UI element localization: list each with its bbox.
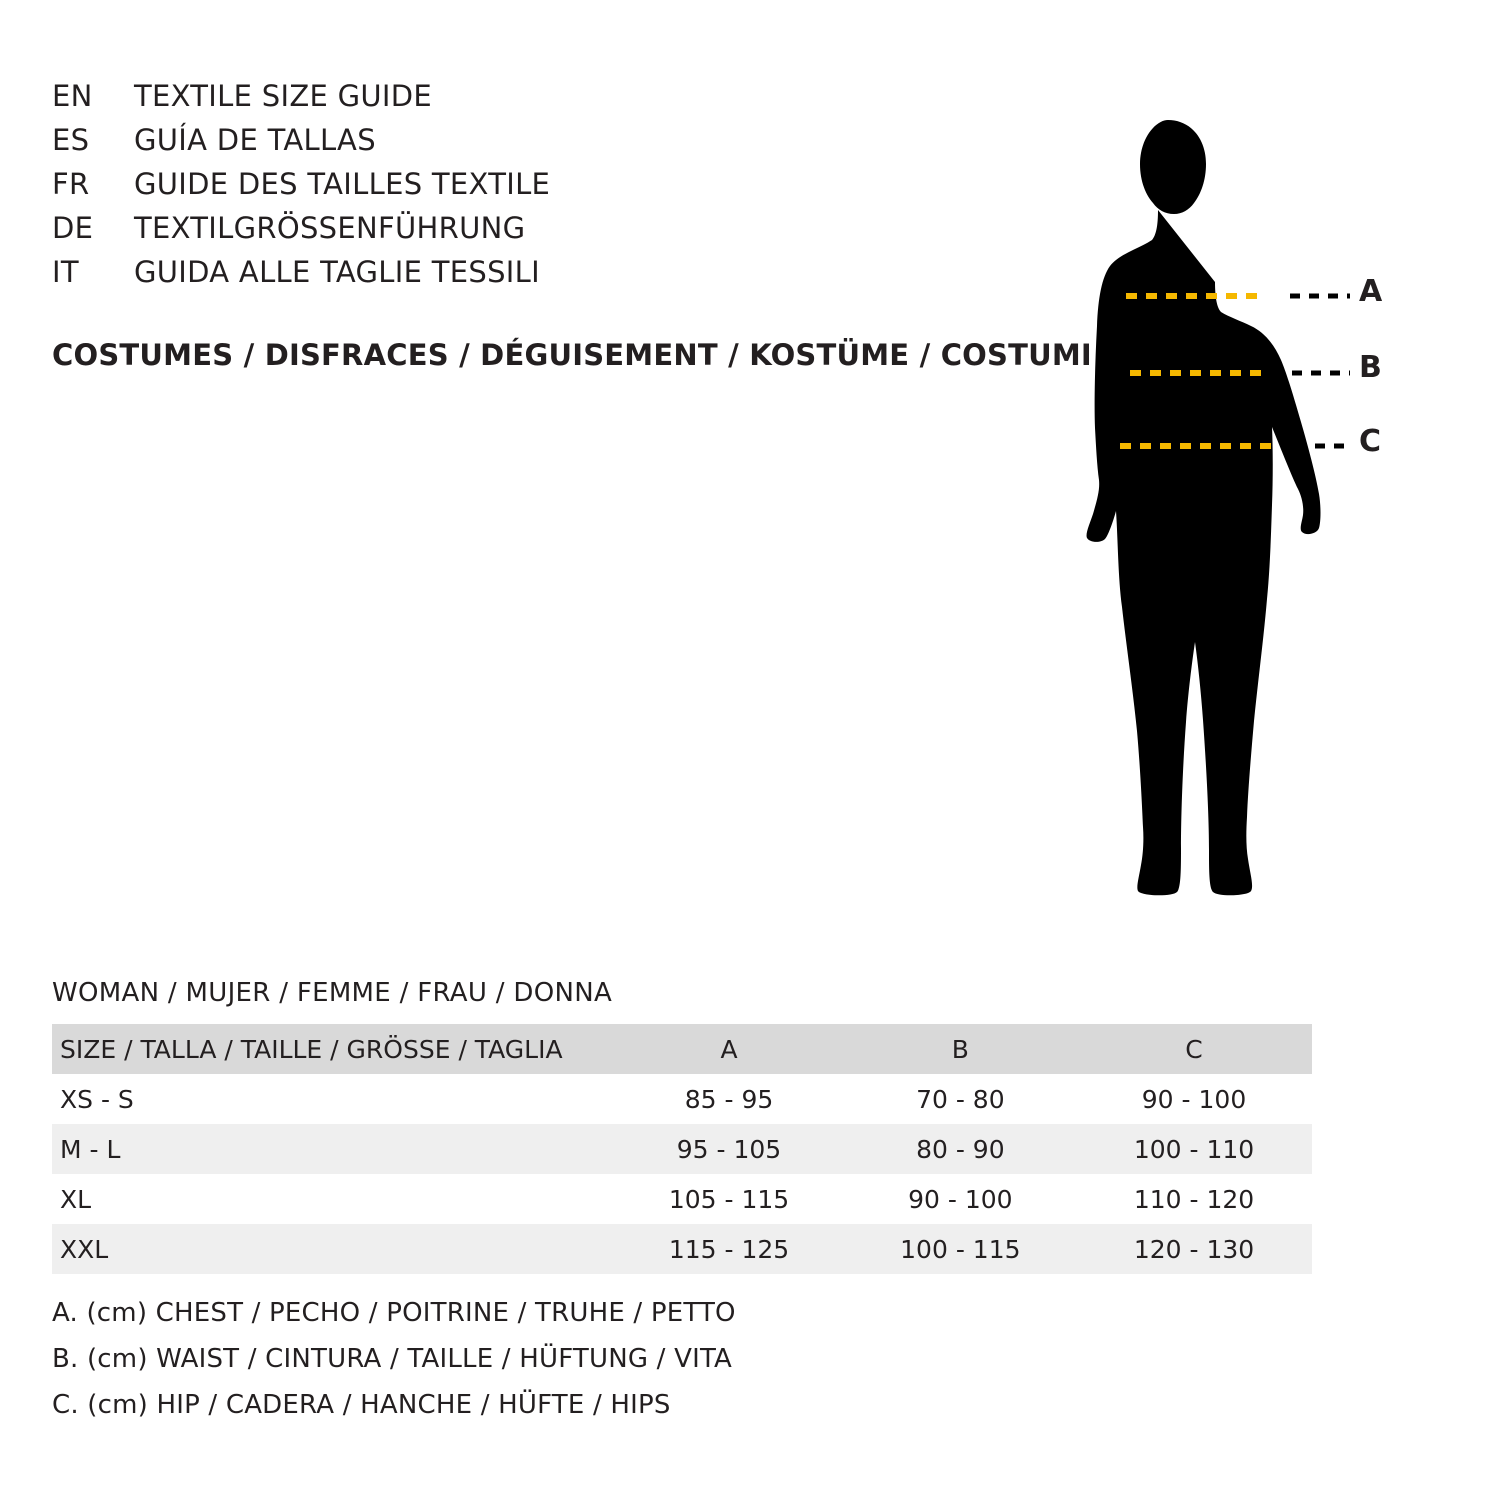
measure-label-b: B: [1359, 350, 1382, 385]
cell-hip: 110 - 120: [1133, 1184, 1255, 1214]
legend-line-b: B. (cm) WAIST / CINTURA / TAILLE / HÜFTUNG / VITA: [52, 1344, 733, 1374]
cell-chest: 95 - 105: [676, 1134, 782, 1164]
cell-chest: 105 - 115: [668, 1184, 790, 1214]
table-header-size: SIZE / TALLA / TAILLE / GRÖSSE / TAGLIA: [60, 1034, 563, 1064]
language-text: TEXTILGRÖSSENFÜHRUNG: [134, 211, 526, 245]
table-row: [52, 1224, 1312, 1274]
cell-waist: 70 - 80: [916, 1084, 1005, 1114]
language-row: [52, 74, 1032, 118]
language-text: TEXTILE SIZE GUIDE: [134, 79, 433, 113]
cell-waist: 80 - 90: [916, 1134, 1005, 1164]
table-header-c: C: [1185, 1034, 1203, 1064]
legend-line-a: A. (cm) CHEST / PECHO / POITRINE / TRUHE / PETTO: [52, 1298, 736, 1328]
language-code: DE: [52, 211, 94, 245]
measure-label-c: C: [1359, 424, 1382, 459]
cell-size: XL: [60, 1184, 92, 1214]
table-row: [52, 1174, 1312, 1224]
cell-hip: 90 - 100: [1141, 1084, 1247, 1114]
legend-line-c: C. (cm) HIP / CADERA / HANCHE / HÜFTE / HIPS: [52, 1390, 671, 1420]
measurement-legend: [52, 1290, 736, 1428]
table-row: [52, 1074, 1312, 1124]
female-silhouette-figure: [1020, 60, 1480, 950]
cell-size: XS - S: [60, 1084, 134, 1114]
language-row: [52, 162, 1032, 206]
language-code: IT: [52, 255, 79, 289]
language-code: ES: [52, 123, 90, 157]
language-text: GUIDA ALLE TAGLIE TESSILI: [134, 255, 540, 289]
cell-hip: 100 - 110: [1133, 1134, 1255, 1164]
language-list: [52, 74, 1032, 294]
table-row: [52, 1124, 1312, 1174]
cell-size: XXL: [60, 1234, 109, 1264]
table-caption: WOMAN / MUJER / FEMME / FRAU / DONNA: [52, 978, 613, 1008]
language-row: [52, 206, 1032, 250]
language-code: EN: [52, 79, 93, 113]
table-header-row: [52, 1024, 1312, 1074]
language-text: GUÍA DE TALLAS: [134, 123, 376, 157]
measure-label-a: A: [1359, 274, 1383, 309]
language-code: FR: [52, 167, 90, 201]
silhouette-svg: [1020, 60, 1480, 950]
size-table: [52, 1024, 1312, 1274]
costumes-subtitle: COSTUMES / DISFRACES / DÉGUISEMENT / KOSTÜME / COSTUMI: [52, 338, 1092, 372]
language-row: [52, 118, 1032, 162]
cell-hip: 120 - 130: [1133, 1234, 1255, 1264]
cell-chest: 85 - 95: [684, 1084, 774, 1114]
table-head: [52, 1024, 1312, 1074]
size-table-section: [52, 978, 1312, 1274]
cell-size: M - L: [60, 1134, 121, 1164]
language-row: [52, 250, 1032, 294]
table-header-a: A: [720, 1034, 738, 1064]
language-text: GUIDE DES TAILLES TEXTILE: [134, 167, 551, 201]
cell-waist: 90 - 100: [908, 1184, 1013, 1214]
table-header-b: B: [951, 1034, 969, 1064]
table-body: [52, 1074, 1312, 1274]
cell-waist: 100 - 115: [900, 1234, 1021, 1264]
cell-chest: 115 - 125: [668, 1234, 790, 1264]
body-silhouette: [1087, 120, 1321, 895]
